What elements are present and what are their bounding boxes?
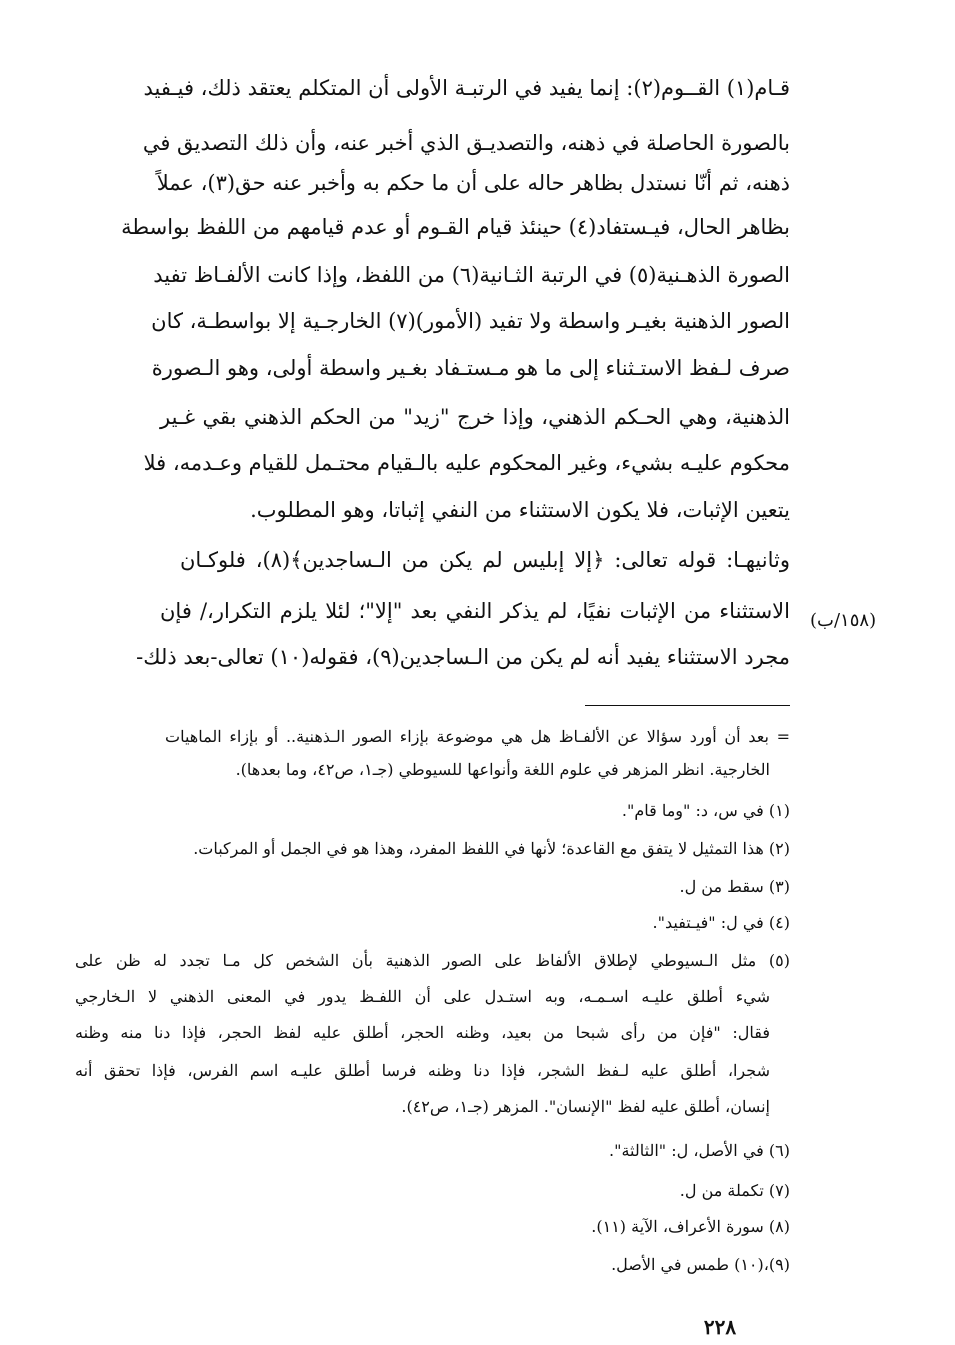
footnote-line: (١) في س، د: "وما قام".: [621, 801, 790, 820]
footnote-line: (٢) هذا التمثيل لا يتفق مع القاعدة؛ لأنها في اللفظ المفرد، وهذا هو في الجمل أو المركبات.: [193, 839, 790, 858]
footnote-line: الخارجية. انظر المزهر في علوم اللغة وأنواعها للسيوطي (جـ١، ص٤٢، وما بعدها).: [235, 760, 770, 779]
footnote-separator: [585, 705, 790, 706]
footnote-line: فقال: "فإن من رأى شبحا من بعيد، وظنه الحجر، أطلق عليه لفظ الحجر، فإذا دنا منه وظنه: [75, 1023, 770, 1042]
main-text-line: قـام(١) القــوم(٢): إنما يفيد في الرتبـة الأولى أن المتكلم يعتقد ذلك، فيـفيد: [143, 76, 790, 100]
main-text-line: يتعين الإثبات، فلا يكون الاستثناء من النفي إثباتا، وهو المطلوب.: [250, 498, 790, 522]
footnote-line: (٥) مثل الـسيوطي لإطلاق الألفاظ على الصور الذهنية بأن الشخص كل مـا تجدد له ظن على: [75, 951, 790, 970]
main-text-line: ذهنه، ثم أنّا نستدل بظاهر حاله على أن ما حكم به وأخبر عنه حق(٣)، عملاً: [156, 171, 790, 195]
footnote-line: (٩)،(١٠) طمس في الأصل.: [611, 1255, 790, 1274]
footnote-line: = بعد أن أورد سؤالا عن الألفـاظ هل هي موضوعة بإزاء الصور الـذهنية.. أو بإزاء الماهيات: [165, 727, 790, 746]
folio-margin-note: (١٥٨/ب): [810, 610, 877, 631]
footnote-line: شجرا، أطلق عليه لـفظ الشجر، فإذا دنا وظنه فرسا أطلق عليـه اسم الفرس، فإذا تحقق أنه: [75, 1061, 770, 1080]
main-text-line: وثانيهـا: قوله تعالى: ﴿إلا إبليس لم يكن من الـساجدين﴾(٨)، فلوكـان: [180, 548, 790, 572]
footnote-line: إنسان، أطلق عليه لفظ "الإنسان". المزهر (جـ١، ص٤٢).: [401, 1097, 770, 1116]
page-number: ٢٢٨: [703, 1315, 737, 1339]
main-text-line: الصور الذهنية بغيـر واسطة ولا تفيد (الأمور)(٧) الخارجـية إلا بواسطـة، كان: [151, 309, 790, 333]
main-text-line: الاستثناء من الإثبات نفيًا، لم يذكر النفي بعد "إلا"؛ لئلا يلزم التكرار،/ فإن: [160, 599, 790, 623]
main-text-line: الذهنية، وهي الحـكم الذهني، وإذا خرج "زيد" من الحكم الذهني بقي غـير: [160, 405, 790, 429]
footnote-line: (٨) سورة الأعراف، الآية (١١).: [591, 1217, 790, 1236]
main-text-line: بالصورة الحاصلة في ذهنه، والتصديـق الذي أخبر عنه، وأن ذلك التصديق في: [142, 131, 790, 155]
main-text-line: صرف لـفظ الاستـثناء إلى ما هو مـستـفاد بغـير واسطة أولى، وهو الـصورة: [151, 356, 790, 380]
main-text-line: الصورة الذهـنية(٥) في الرتبة الثـانية(٦) من اللفظ، وإذا كانت الألفـاظ تفيد: [153, 263, 790, 287]
main-text-line: محكوم عليـه بشيء، وغير المحكوم عليه بالـقيام محتـمل للقيام وعـدمه، فلا: [143, 451, 790, 475]
footnote-line: (٤) في ل: "فيـتفيد".: [652, 913, 790, 932]
footnote-line: (٧) تكملة من ل.: [679, 1181, 790, 1200]
main-text-line: مجرد الاستثناء يفيد أنه لم يكن من الـساجدين(٩)، فقوله(١٠) تعالى-بعد ذلك-: [136, 645, 790, 669]
footnote-line: (٣) سقط من ل.: [679, 877, 790, 896]
footnote-line: شيء أطلق عليـه اسـمـه، وبه استـدل على أن اللفـظ يدور في المعنى الذهني لا الـخارجي: [75, 987, 770, 1006]
main-text-line: بظاهر الحال، فيـستفاد(٤) حينئذ قيام القـوم أو عدم قيامهم من اللفظ بواسطة: [121, 215, 790, 239]
footnote-line: (٦) في الأصل، ل: "الثالثة".: [609, 1141, 790, 1160]
